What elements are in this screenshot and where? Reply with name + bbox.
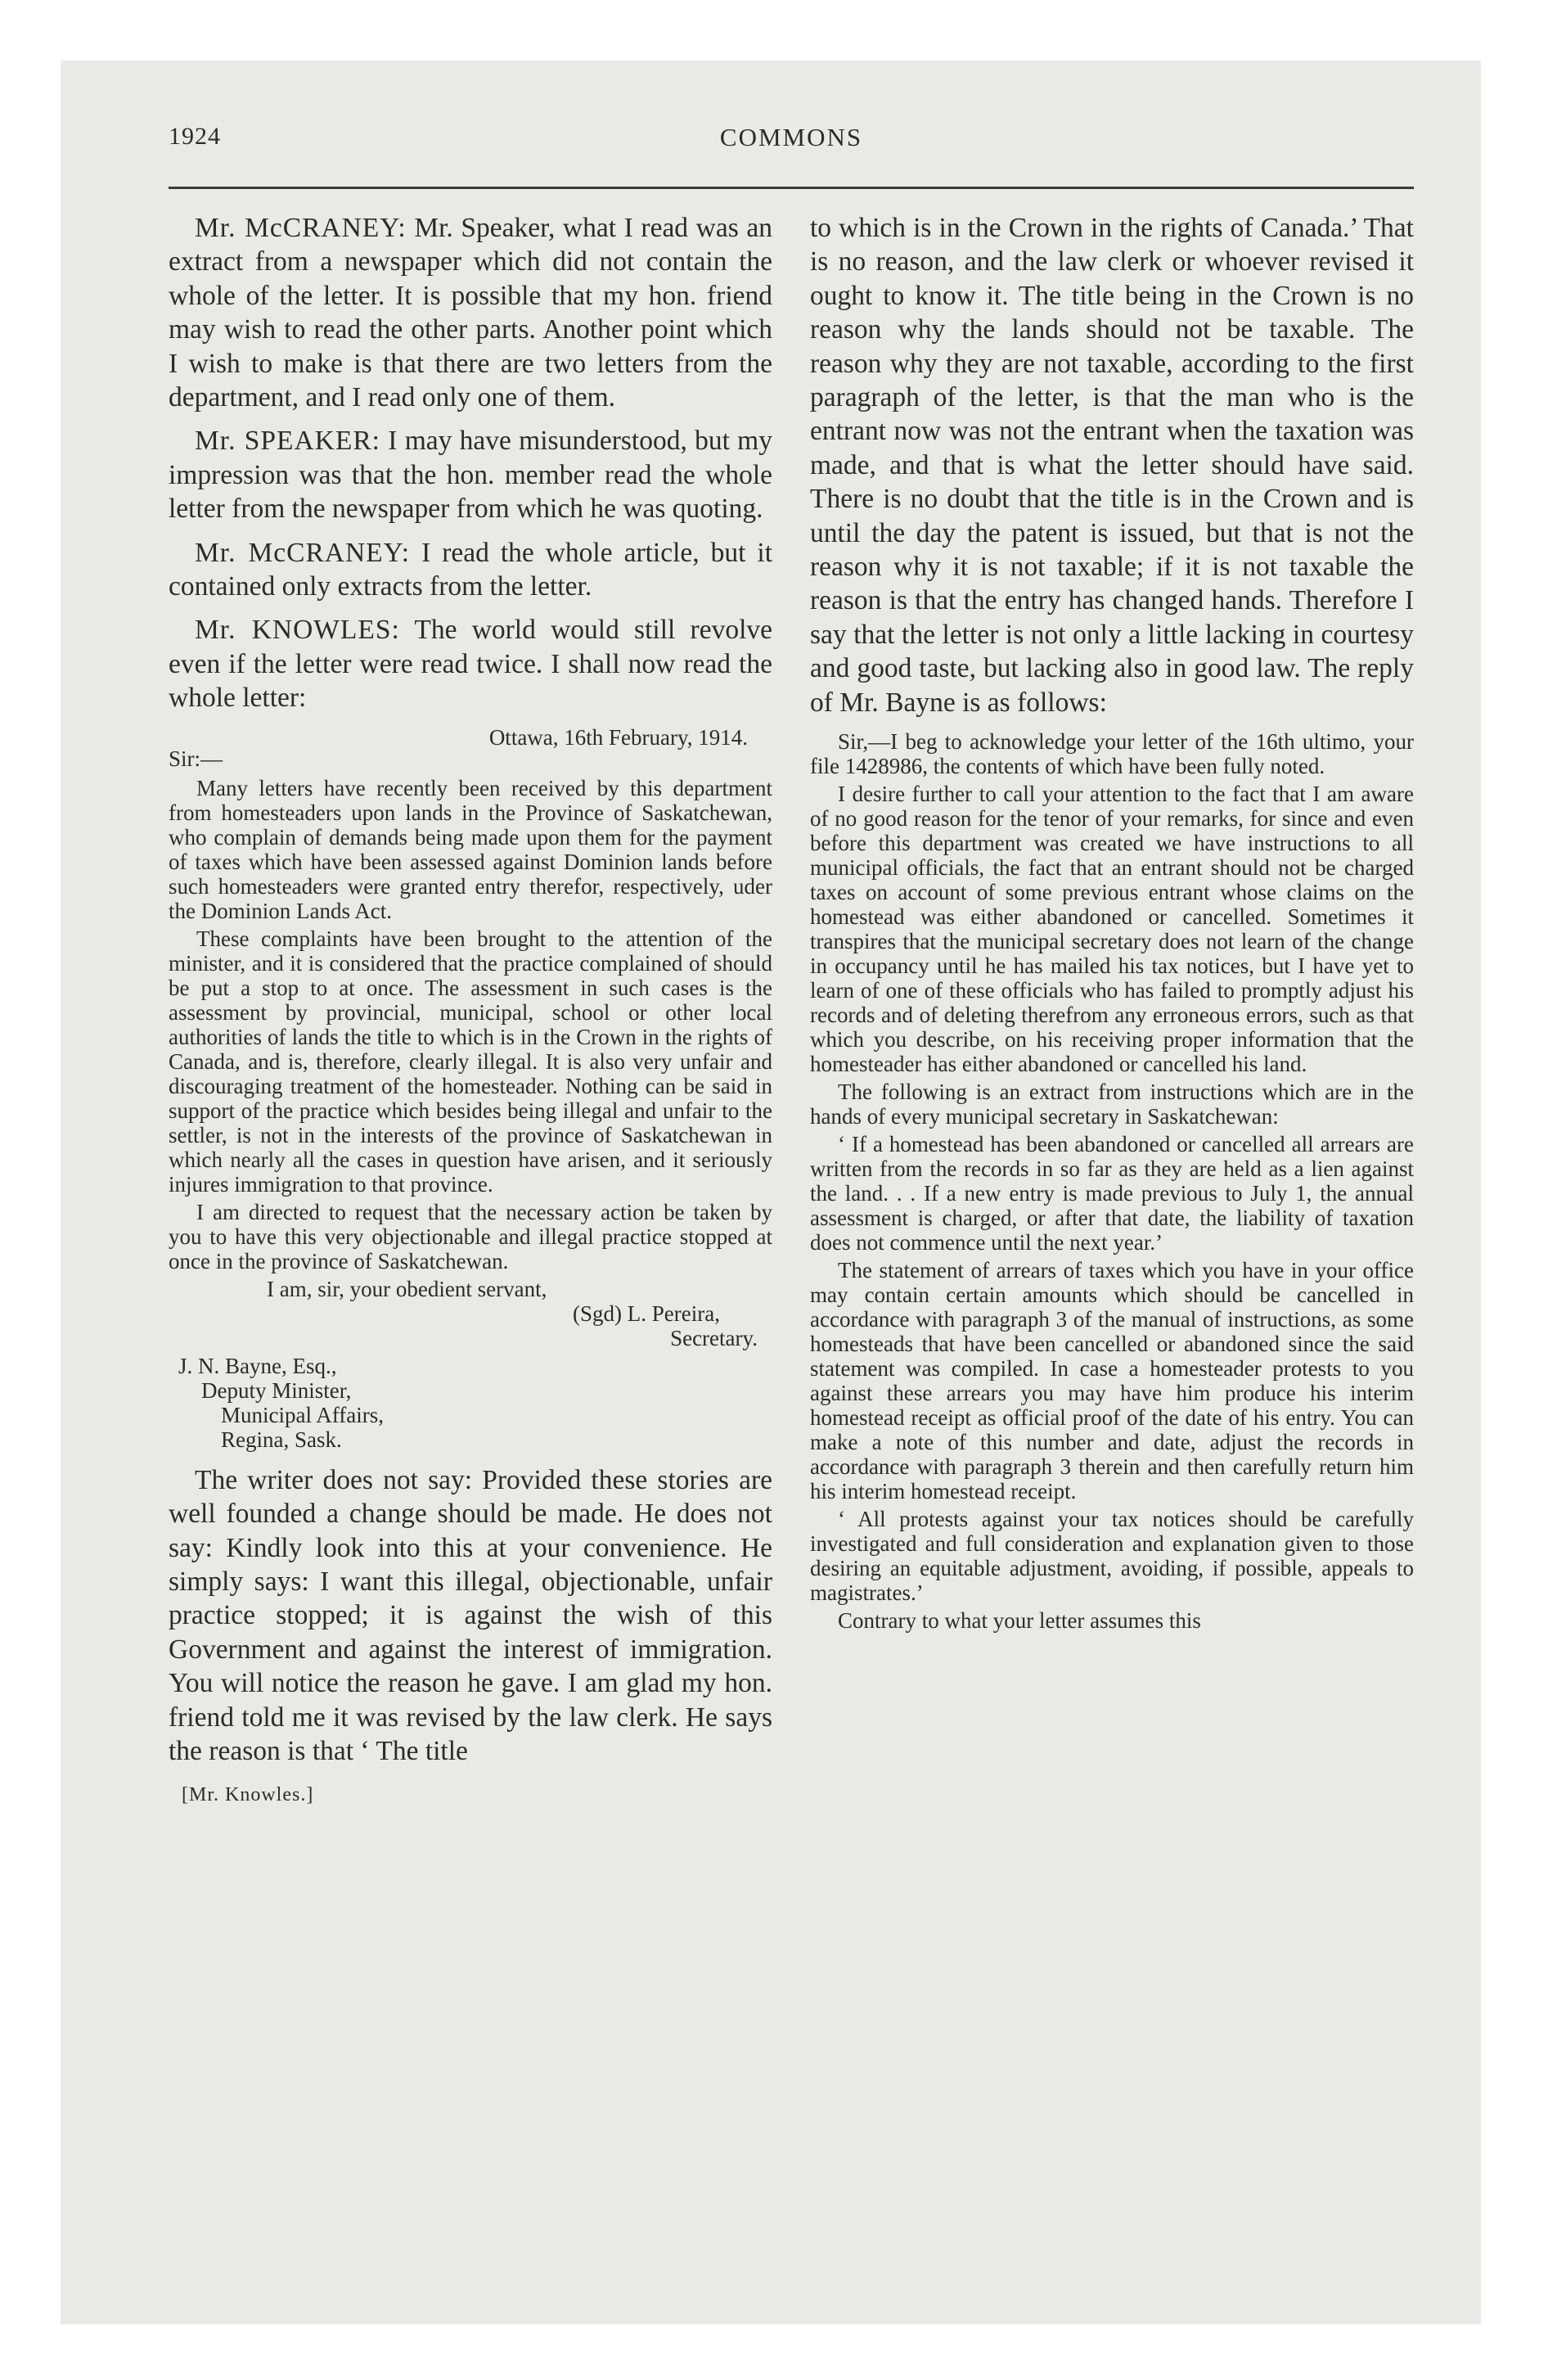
reply-paragraph-3: The following is an extract from instructions which are in the hands of every municipal secretary in Saskatchewan: bbox=[810, 1080, 1414, 1129]
quoted-letter bbox=[169, 725, 772, 1452]
reply-paragraph-4: ‘ If a homestead has been abandoned or cancelled all arrears are written from the records in so far as they are held as a lien against the land. . . If a new entry is made previous to July 1, the annual assessment is charged, or after that date, the liability of taxation does not commence until the next year.’ bbox=[810, 1132, 1414, 1255]
speaker-name: Mr. McCRANEY: bbox=[195, 537, 411, 568]
letter-closing: I am, sir, your obedient servant, bbox=[267, 1276, 547, 1301]
letter-paragraph-3: I am directed to request that the necessary action be taken by you to have this very objectionable and illegal practice stopped at once in the province of Saskatchewan. bbox=[169, 1199, 772, 1273]
address-line: Deputy Minister, bbox=[201, 1377, 352, 1403]
speech-text: Mr. Speaker, what I read was an extract from a newspaper which did not contain the whole of the letter. It is possible that my hon. friend may wish to read the other parts. Another point which I wish to make is that there are two letters from the department, and I read only one of them. bbox=[169, 213, 772, 413]
quoted-reply bbox=[810, 729, 1414, 1633]
letter-signer-title: Secretary. bbox=[670, 1325, 758, 1350]
speech-speaker bbox=[169, 424, 772, 525]
address-line: J. N. Bayne, Esq., bbox=[178, 1353, 337, 1378]
letter-dateline: Ottawa, 16th February, 1914. bbox=[488, 724, 748, 750]
speaker-name: Mr. McCRANEY: bbox=[195, 213, 407, 243]
reply-paragraph-2: I desire further to call your attention to the fact that I am aware of no good reason for the tenor of your remarks, for since and even before this department was created we have instructions to all municipal officials, the fact that an entrant should not be charged taxes on account of some previous entrant whose claims on the homestead was either abandoned or cancelled. Sometimes it transpires that the municipal secretary does not learn of the change in occupancy until he has mailed his tax notices, but I have yet to learn of one of these officials who has failed to promptly adjust his records and of deleting therefrom any erroneous errors, such as that which you describe, on his receiving proper information that the homesteader has either abandoned or cancelled his land. bbox=[810, 782, 1414, 1077]
speech-mccraney-2 bbox=[169, 536, 772, 604]
speech-text: The world would still revolve even if the letter were read twice. I shall now read the whole letter: bbox=[169, 615, 772, 714]
speech-continuation: to which is in the Crown in the rights of Canada.’ That is no reason, and the law clerk or whoever revised it ought to know it. The title being in the Crown is no reason why the lands should not be taxable. The reason why they are not taxable, according to the first paragraph of the letter, is that the man who is the entrant now was not the entrant when the taxation was made, and that is what the letter should have said. There is no doubt that the title is in the Crown and is until the day the patent is issued, but that is not the reason why it is not taxable; if it is not taxable the reason is that the entry has changed hands. Therefore I say that the letter is not only a little lacking in courtesy and good taste, but lacking also in good law. The reply of Mr. Bayne is as follows: bbox=[810, 213, 1414, 718]
left-column bbox=[169, 211, 772, 1807]
letter-salutation: Sir:— bbox=[169, 746, 223, 771]
speaker-name: Mr. KNOWLES: bbox=[195, 615, 400, 646]
reply-paragraph-6: ‘ All protests against your tax notices should be carefully investigated and full consideration and explanation given to those desiring an equitable adjustment, avoiding, if possible, appeals to magistrates.’ bbox=[810, 1507, 1414, 1606]
speaker-attribution: [Mr. Knowles.] bbox=[182, 1784, 314, 1806]
running-head: COMMONS bbox=[719, 123, 863, 151]
right-column bbox=[810, 211, 1414, 1636]
header-rule bbox=[169, 187, 1414, 189]
speech-continued: The writer does not say: Provided these stories are well founded a change should be made. He does not say: Kindly look into this at your convenience. He simply says: I want this illegal, objectionable, unfair practice stopped; it is against the wish of this Government and against the interest of immigration. You will notice the reason he gave. I am glad my hon. friend told me it was revised by the law clerk. He says the reason is that ‘ The title bbox=[169, 1464, 772, 1766]
letter-paragraph-2: These complaints have been brought to the attention of the minister, and it is considered that the practice complained of should be put a stop to at once. The assessment in such cases is the assessment by provincial, municipal, school or other local authorities of lands the title to which is in the Crown in the rights of Canada, and is, therefore, clearly illegal. It is also very unfair and discouraging treatment of the homesteader. Nothing can be said in support of the practice which besides being illegal and unfair to the settler, is not in the interests of the province of Saskatchewan in which nearly all the cases in question have arisen, and it seriously injures immigration to that province. bbox=[169, 926, 772, 1197]
letter-paragraph-1: Many letters have recently been received by this department from homesteaders upon lands in the Province of Saskatchewan, who complain of demands being made upon them for the payment of taxes which have been assessed against Dominion lands before such homesteaders were granted entry therefor, respectively, uder the Dominion Lands Act. bbox=[169, 775, 772, 923]
address-line: Regina, Sask. bbox=[221, 1427, 342, 1452]
speech-text: I may have misunderstood, but my impression was that the hon. member read the whole letter from the newspaper from which he was quoting. bbox=[169, 426, 772, 525]
speech-mccraney-1 bbox=[169, 211, 772, 414]
speech-text: I read the whole article, but it contained only extracts from the letter. bbox=[169, 537, 773, 602]
address-line: Municipal Affairs, bbox=[221, 1402, 384, 1427]
reply-paragraph-5: The statement of arrears of taxes which you have in your office may contain certain amounts which should be cancelled in accordance with paragraph 3 of the manual of instructions, as some homesteads that have been cancelled or abandoned since the said statement was compiled. In case a homesteader protests to you against these arrears you may have him produce his interim homestead receipt as official proof of the date of his entry. You can make a note of this number and date, adjust the records in accordance with paragraph 3 therein and then carefully return him his interim homestead receipt. bbox=[810, 1258, 1414, 1504]
reply-paragraph-7: Contrary to what your letter assumes this bbox=[838, 1608, 1201, 1634]
speaker-name: Mr. SPEAKER: bbox=[195, 426, 380, 457]
speech-knowles bbox=[169, 613, 772, 714]
letter-signature: (Sgd) L. Pereira, bbox=[573, 1300, 720, 1326]
page-header bbox=[169, 123, 1414, 172]
reply-paragraph-1: Sir,—I beg to acknowledge your letter of the 16th ultimo, your file 1428986, the contents of which have been fully noted. bbox=[810, 729, 1414, 779]
page-number: 1924 bbox=[169, 123, 221, 150]
